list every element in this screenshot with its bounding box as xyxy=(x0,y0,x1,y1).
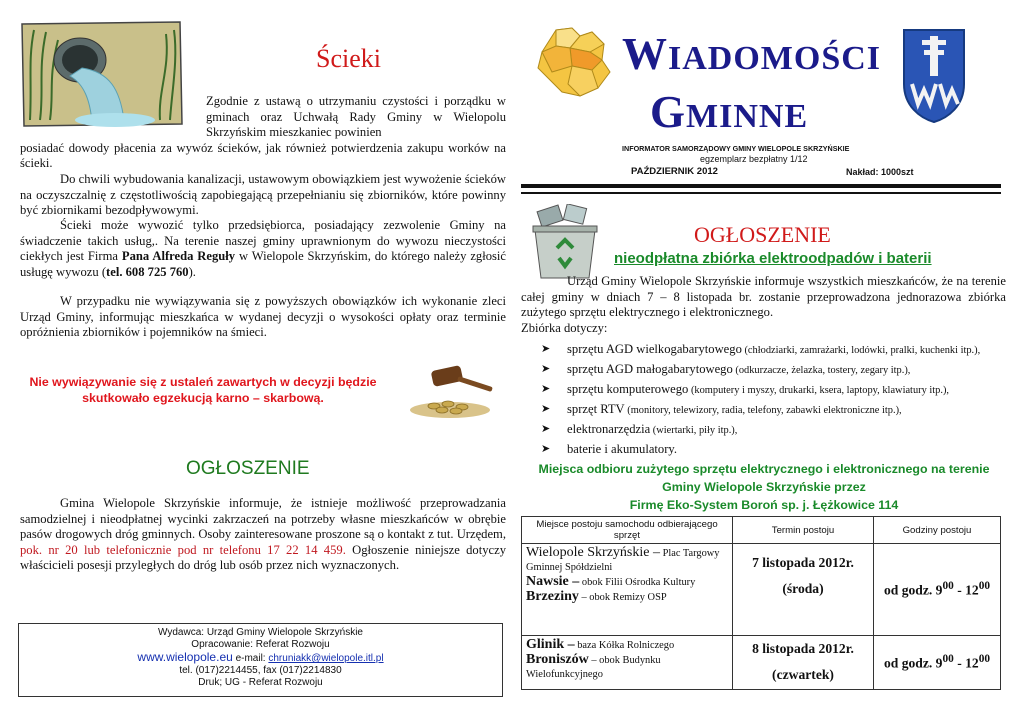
places-line-1: Miejsca odbioru zużytego sprzętu elektrycznego i elektronicznego na terenie xyxy=(538,462,990,476)
table-row xyxy=(522,544,1001,636)
place-name: Wielopole Skrzyńskie – xyxy=(526,545,660,560)
enforcement-warning: Nie wywiązywanie się z ustaleń zawartych w decyzji będzie skutkowało egzekucją karno – skarbową. xyxy=(29,375,377,405)
list-item xyxy=(541,440,1017,459)
collection-places-heading xyxy=(524,460,1004,514)
footer-phone: tel. (017)2214455, fax (017)2214830 xyxy=(179,665,342,676)
table-row xyxy=(522,636,1001,690)
place-cell xyxy=(522,636,733,690)
place-name: Broniszów xyxy=(526,652,589,667)
list-item xyxy=(541,340,1017,360)
footer-prepared-by: Opracowanie: Referat Rozwoju xyxy=(191,639,330,650)
place-desc: – obok Budynku Wielofunkcyjnego xyxy=(526,655,661,680)
masthead-iadomosci: IADOMOŚCI xyxy=(668,40,882,77)
arrow-bullet-icon: ➤ xyxy=(541,403,551,415)
place-name: Brzeziny xyxy=(526,589,579,604)
section-title-announcement-right: OGŁOSZENIE xyxy=(694,222,831,247)
weekday-text: (czwartek) xyxy=(772,667,834,682)
masthead-line-2 xyxy=(650,86,808,138)
masthead-minne: MINNE xyxy=(686,98,809,135)
place-desc: – obok Remizy OSP xyxy=(578,592,667,603)
masthead-g: G xyxy=(650,87,687,137)
masthead-line-1 xyxy=(622,28,881,80)
section-title-announcement-left: OGŁOSZENIE xyxy=(186,458,310,479)
sewage-paragraph-1-rest: posiadać dowody płacenia za wywóz ścieków, jak również potwierdzenia zakupu worków na ścieki. xyxy=(20,140,506,170)
issue-month: PAŹDZIERNIK 2012 xyxy=(631,166,718,177)
coat-of-arms-icon xyxy=(900,26,968,124)
item-detail: (chłodziarki, zamrażarki, lodówki, pralki, kuchenki itp.), xyxy=(741,345,981,356)
para3-text-c: ). xyxy=(188,264,196,279)
shrub-clearing-paragraph xyxy=(20,496,506,574)
item-detail: (monitory, telewizory, radia, telefony, zabawki elektroniczne itp.), xyxy=(624,405,902,416)
sewage-paragraph-1 xyxy=(20,94,506,172)
e-waste-paragraph xyxy=(521,274,1006,336)
company-owner-name: Pana Alfreda Reguły xyxy=(121,249,236,263)
collection-label: Zbiórka dotyczy: xyxy=(521,320,608,335)
item-main: sprzętu AGD małogabarytowego xyxy=(567,362,733,376)
list-item xyxy=(541,420,1017,440)
company-phone: tel. 608 725 760 xyxy=(106,264,189,279)
item-detail: (wiertarki, piły itp.), xyxy=(650,425,738,436)
sewage-paragraph-1-lead: Zgodnie z ustawą o utrzymaniu czystości i porządku w gminach oraz Uchwałą Rady Gminy w Wielopolu Skrzyńskim mieszkaniec powinien xyxy=(206,94,506,139)
table-header-row xyxy=(522,517,1001,544)
shrub-text-a: Gmina Wielopole Skrzyńskie informuje, że istnieje możliwość przeprowadzania samodzielnej i nieodpłatnej wycinki zakrzaczeń na potrzeby własne mieszkańców w obrębie pasów drogowych dróg gminnych. Osoby zainteresowane proszone są o kontakt z tut. Urzędem, xyxy=(20,496,506,541)
places-line-3: Firmę Eko-System Boroń sp. j. Łężkowice 114 xyxy=(629,498,899,512)
contact-info-red: pok. nr 20 lub telefonicznie pod nr telefonu 17 22 14 459. xyxy=(20,542,346,557)
arrow-bullet-icon: ➤ xyxy=(541,343,551,355)
hours-end-min: 00 xyxy=(978,580,991,593)
section-title-sewage: Ścieki xyxy=(316,44,381,73)
collection-schedule-table xyxy=(521,516,1001,690)
col-header-hours: Godziny postoju xyxy=(874,517,1001,544)
place-cell xyxy=(522,544,733,636)
arrow-bullet-icon: ➤ xyxy=(541,363,551,375)
hours-cell xyxy=(874,636,1001,690)
hours-cell xyxy=(874,544,1001,636)
list-item xyxy=(541,360,1017,380)
hours-start-min: 00 xyxy=(942,653,954,666)
arrow-bullet-icon: ➤ xyxy=(541,383,551,395)
item-detail: (odkurzacze, żelazka, tostery, zegary itp.), xyxy=(732,365,911,376)
commune-map-illustration xyxy=(532,22,614,102)
collection-items-list xyxy=(541,340,1017,459)
header-divider-thin xyxy=(521,192,1001,194)
weekday-text: (środa) xyxy=(782,581,824,596)
list-item xyxy=(541,400,1017,420)
e-waste-subtitle xyxy=(614,250,932,267)
footer-publisher: Wydawca: Urząd Gminy Wielopole Skrzyńskie xyxy=(158,627,363,638)
item-main: sprzęt RTV xyxy=(567,402,625,416)
list-item xyxy=(541,380,1017,400)
place-desc: Plac Targowy Gminnej Spółdzielni xyxy=(526,548,720,573)
item-main: elektronarzędzia xyxy=(567,422,651,436)
hours-start: od godz. 9 xyxy=(883,582,943,598)
col-header-place: Miejsce postoju samochodu odbierającego sprzęt xyxy=(522,517,733,544)
e-waste-subtitle-text: nieodpłatna zbiórka elektroodpadów i baterii xyxy=(614,250,932,267)
publisher-footer xyxy=(18,623,503,697)
date-cell xyxy=(733,544,874,636)
item-main: sprzętu komputerowego xyxy=(567,382,689,396)
footer-email-label: e-mail: xyxy=(235,653,266,664)
recycling-bin-illustration xyxy=(527,204,603,282)
item-detail: (komputery i myszy, drukarki, ksera, laptopy, klawiatury itp.), xyxy=(688,385,950,396)
col-header-date: Termin postoju xyxy=(733,517,874,544)
sewage-paragraph-2: Do chwili wybudowania kanalizacji, ustawowym obowiązkiem jest wywożenie ścieków na oczyszczalnię z częstotliwością zapobiegającą przepełnianiu się zbiorników, które powinny być zbiornikami bezodpływowymi. xyxy=(20,172,506,217)
item-detail: . xyxy=(673,442,678,456)
masthead-subtitle: INFORMATOR SAMORZĄDOWY GMINY WIELOPOLE SKRZYŃSKIE xyxy=(622,144,850,153)
sewage-paragraph-3 xyxy=(20,218,506,280)
arrow-bullet-icon: ➤ xyxy=(541,443,551,455)
item-main: baterie i akumulatory xyxy=(567,442,674,456)
place-desc: obok Filii Ośrodka Kultury xyxy=(579,577,696,588)
place-desc: baza Kółka Rolniczego xyxy=(574,640,675,651)
date-text: 8 listopada 2012r. xyxy=(752,641,854,656)
arrow-bullet-icon: ➤ xyxy=(541,423,551,435)
footer-print: Druk; UG - Referat Rozwoju xyxy=(198,677,323,688)
hours-end: - 12 xyxy=(953,655,979,671)
para3-text-b: w Wielopole Skrzyńskim, do którego należy zgłosić usługę wywozu ( xyxy=(20,249,506,279)
hours-end: - 12 xyxy=(953,582,979,598)
issue-number: egzemplarz bezpłatny 1/12 xyxy=(700,154,808,164)
shrub-text-b: Ogłoszenie niniejsze dotyczy właścicieli posesji przyległych do dróg lub osób przez nich wyznaczonych. xyxy=(20,542,506,572)
sewage-paragraph-4: W przypadku nie wywiązywania się z powyższych obowiązków ich wykonanie zleci Urząd Gminy, informując mieszkańca w wydanej decyzji o wysokości opłaty oraz terminie opróżnienia zbiorników i pojemników na śmieci. xyxy=(20,294,506,339)
para3-text-a: Ścieki może wywozić tylko przedsiębiorca, posiadający zezwolenie Gminy na świadczenie takich usług,. Na terenie naszej gminy uprawnionym do wywozu nieczystości ciekłych jest Firma xyxy=(20,218,506,263)
hours-end-min: 00 xyxy=(978,653,991,666)
place-name: Glinik – xyxy=(526,637,575,652)
date-text: 7 listopada 2012r. xyxy=(752,555,854,570)
circulation: Nakład: 1000szt xyxy=(846,167,914,177)
header-divider-thick xyxy=(521,184,1001,188)
item-main: sprzętu AGD wielkogabarytowego xyxy=(567,342,742,356)
masthead-w: W xyxy=(622,29,668,79)
date-cell xyxy=(733,636,874,690)
hours-start-min: 00 xyxy=(942,580,954,593)
e-waste-intro: Urząd Gminy Wielopole Skrzyńskie informuje wszystkich mieszkańców, że na terenie całej gminy w dniach 7 – 8 listopada br. zostanie przeprowadzona jednorazowa zbiórka zużytego sprzętu elektrycznego i elektronicznego. xyxy=(521,274,1006,319)
places-line-2: Gminy Wielopole Skrzyńskie przez xyxy=(662,480,866,494)
hours-start: od godz. 9 xyxy=(883,655,943,671)
place-name: Nawsie – xyxy=(526,574,580,589)
footer-email-link[interactable]: chruniakk@wielopole.itl.pl xyxy=(268,653,384,664)
footer-website-link[interactable]: www.wielopole.eu xyxy=(137,650,233,664)
gavel-illustration xyxy=(404,358,496,420)
